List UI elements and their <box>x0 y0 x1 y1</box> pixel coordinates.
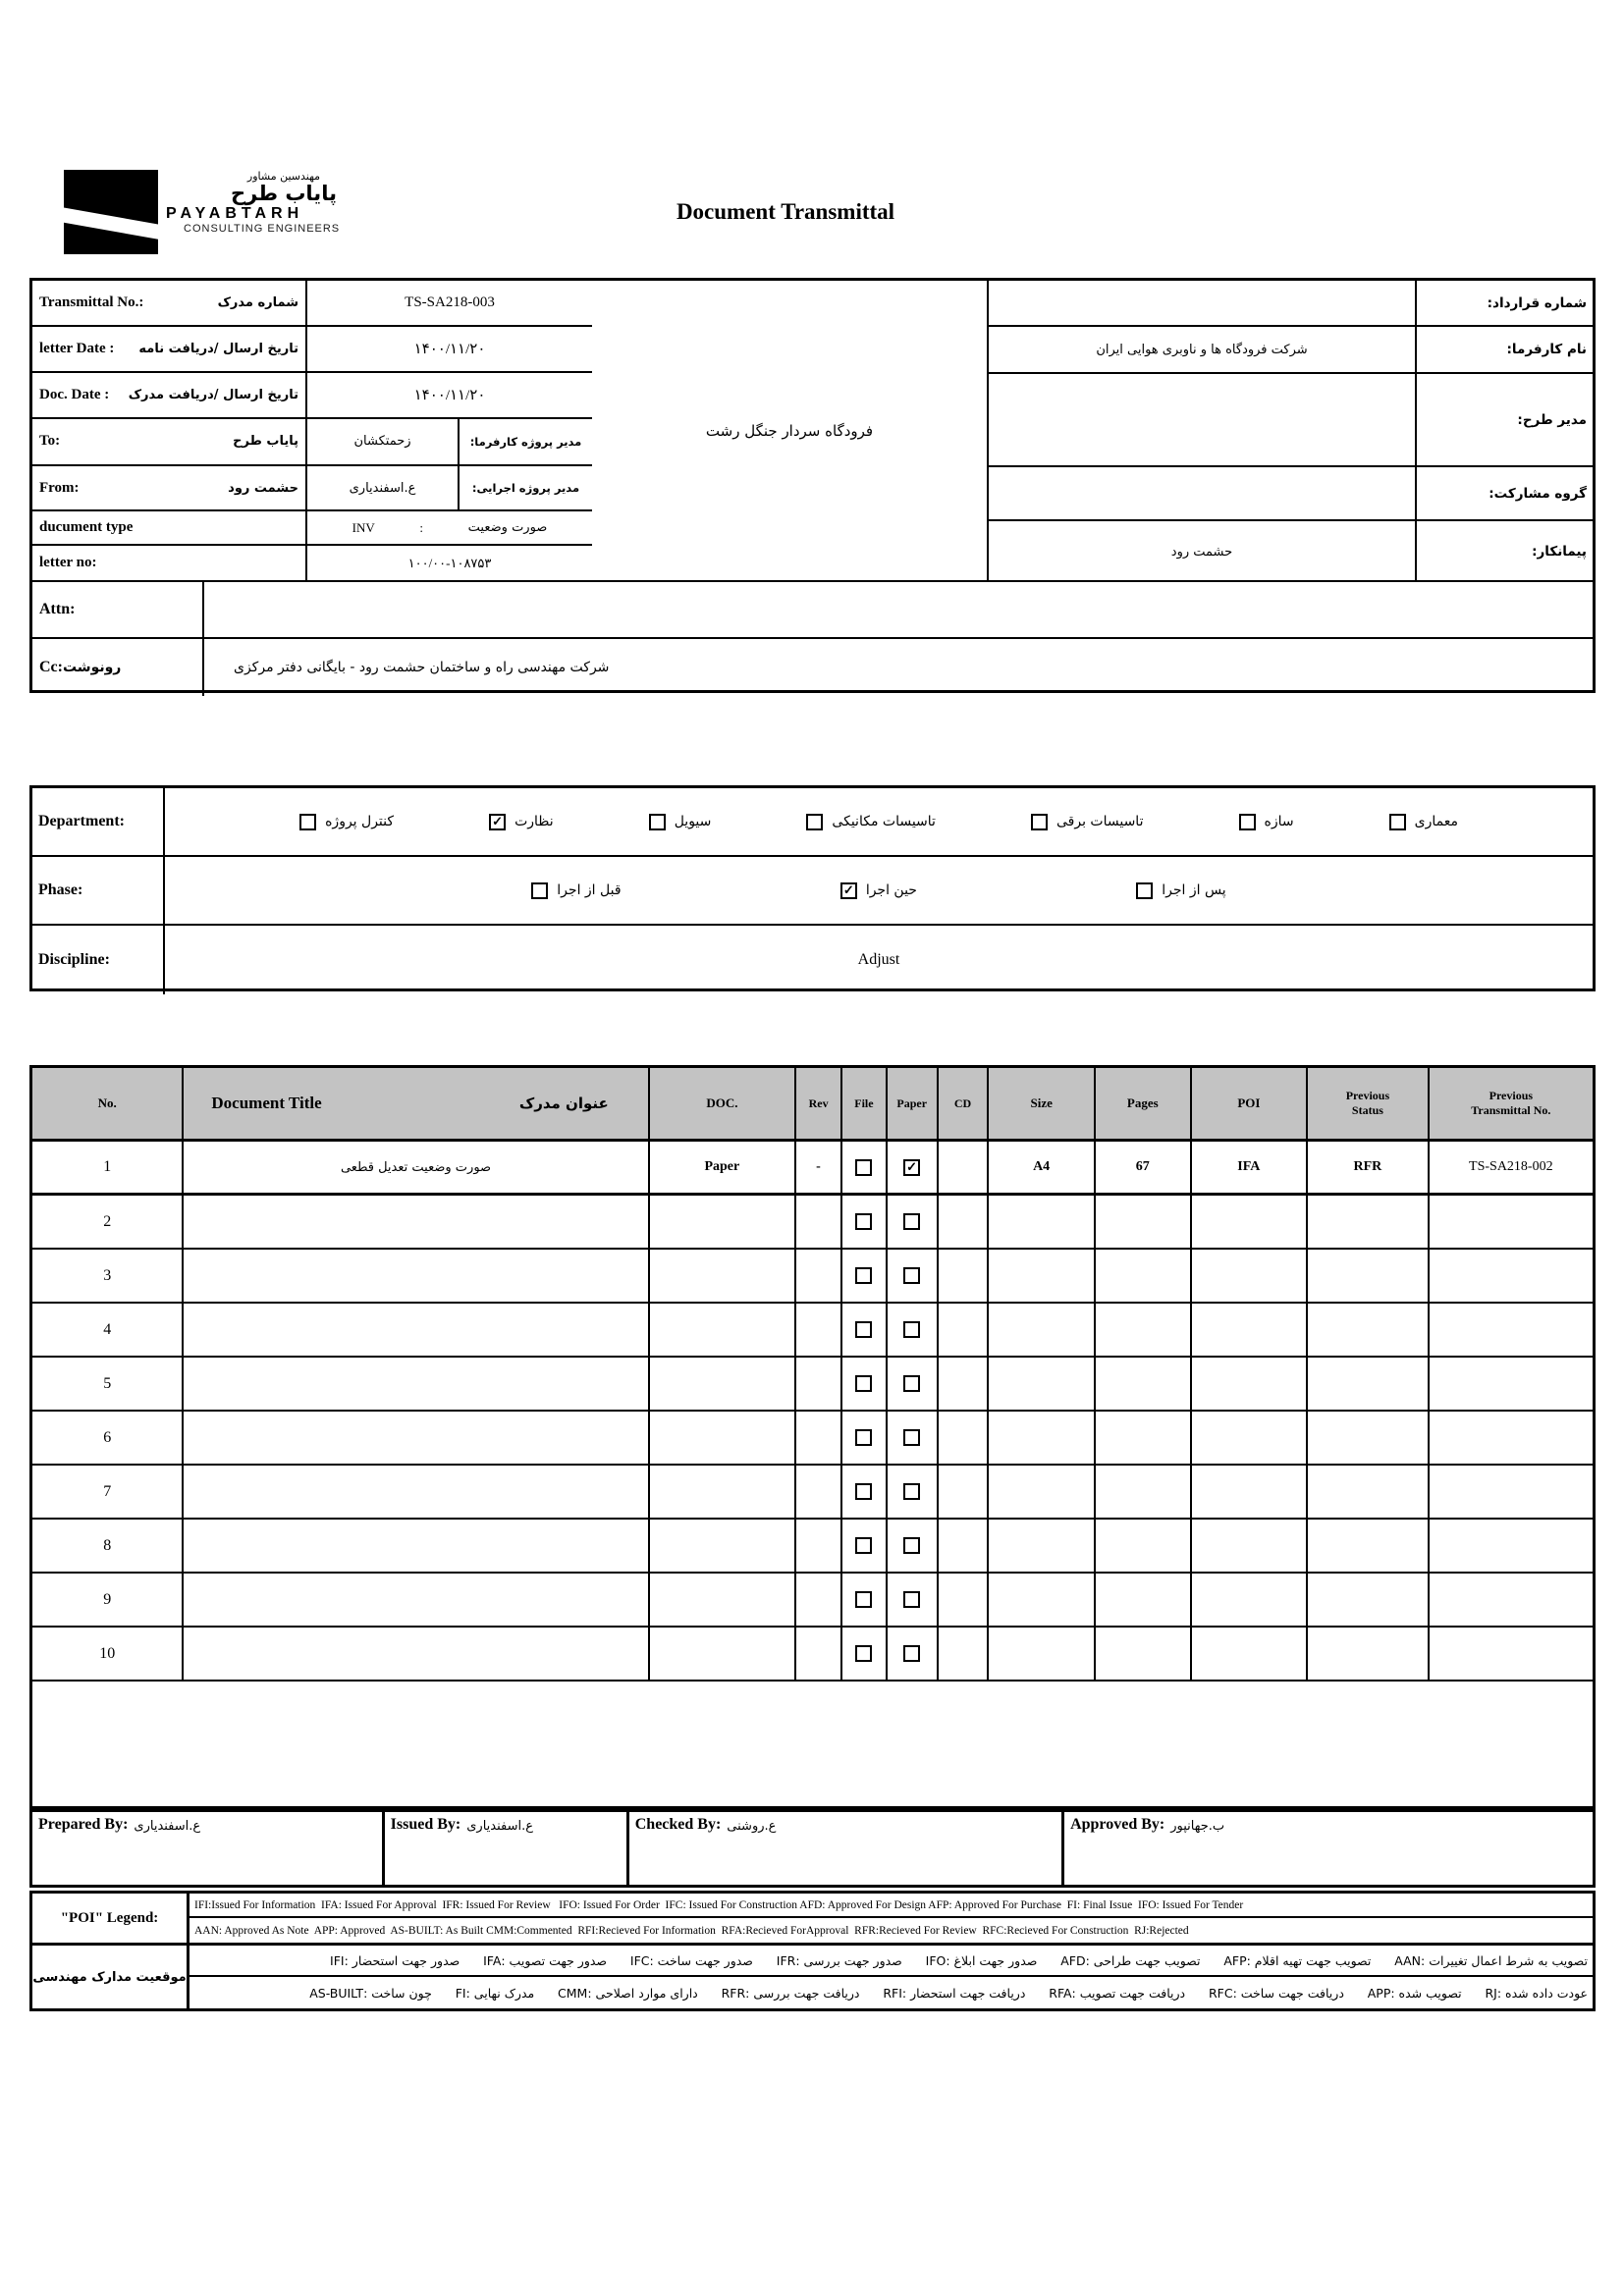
row-pages: 67 <box>1096 1142 1192 1193</box>
table-row <box>32 1628 1593 1682</box>
legend-en-line-1: IFI:Issued For Information IFA: Issued For Approval IFR: Issued For Review IFO: Issued For Order IFC: Issued For Construction AFD: Approved For Design AFP: Approved For Purchase FI: Final Issue IFO: Issued For Tender <box>189 1894 1593 1918</box>
doc-date-value: ۱۴۰۰/۱۱/۲۰ <box>413 388 486 404</box>
letter-no-row <box>32 546 592 580</box>
row-file <box>842 1628 888 1680</box>
file-checkbox[interactable] <box>855 1483 872 1500</box>
header-poi: POI <box>1192 1068 1309 1139</box>
architecture-checkbox[interactable] <box>1389 814 1406 830</box>
signature-row <box>29 1809 1596 1888</box>
row-no: 6 <box>32 1412 184 1464</box>
letter-date-label-fa: تاریخ ارسال /دریافت نامه <box>138 342 298 357</box>
contractor-value: حشمت رود <box>989 521 1417 582</box>
row-previous-transmittal <box>1430 1250 1593 1302</box>
row-pages <box>1096 1412 1192 1464</box>
row-title <box>184 1196 649 1248</box>
row-size <box>989 1628 1096 1680</box>
classification-table <box>29 785 1596 991</box>
row-doc <box>650 1304 796 1356</box>
prepared-by-cell <box>32 1812 385 1885</box>
row-pages <box>1096 1466 1192 1518</box>
approved-by-cell <box>1064 1812 1593 1885</box>
poi-legend-label: "POI" Legend: <box>32 1894 189 1943</box>
paper-checkbox[interactable] <box>903 1375 920 1392</box>
contractor-label: پیمانکار: <box>1532 544 1587 560</box>
project-control-checkbox[interactable] <box>299 814 316 830</box>
letter-no-label: letter no: <box>39 555 97 571</box>
document-type-row <box>32 511 592 546</box>
row-paper <box>888 1466 939 1518</box>
table-row <box>32 1142 1593 1196</box>
row-paper <box>888 1574 939 1626</box>
checked-by-name: ع.روشنی <box>727 1819 777 1834</box>
row-poi <box>1192 1358 1309 1410</box>
row-paper <box>888 1358 939 1410</box>
before-execution-checkbox[interactable] <box>531 882 548 899</box>
row-file <box>842 1520 888 1572</box>
row-previous-transmittal <box>1430 1304 1593 1356</box>
table-row <box>32 1520 1593 1574</box>
row-previous-transmittal <box>1430 1574 1593 1626</box>
table-row <box>32 1196 1593 1250</box>
attn-row <box>32 582 1593 639</box>
row-no: 1 <box>32 1142 184 1193</box>
row-previous-status <box>1308 1628 1430 1680</box>
row-rev <box>796 1574 842 1626</box>
file-checkbox[interactable] <box>855 1213 872 1230</box>
department-label: Department: <box>32 788 165 855</box>
row-file <box>842 1466 888 1518</box>
issued-by-name: ع.اسفندیاری <box>466 1819 533 1834</box>
discipline-value: Adjust <box>857 951 900 968</box>
row-size <box>989 1358 1096 1410</box>
row-pages <box>1096 1628 1192 1680</box>
letter-no-value: ۱۰۰/۰۰-۱۰۸۷۵۳ <box>407 555 492 570</box>
letter-date-label-en: letter Date : <box>39 341 115 357</box>
row-previous-status <box>1308 1466 1430 1518</box>
from-label: From: <box>39 479 80 496</box>
department-option-structure: سازه <box>1239 814 1294 830</box>
row-cd <box>939 1412 990 1464</box>
paper-checkbox[interactable] <box>903 1213 920 1230</box>
table-row <box>32 1304 1593 1358</box>
row-previous-transmittal <box>1430 1196 1593 1248</box>
file-checkbox[interactable] <box>855 1375 872 1392</box>
row-poi <box>1192 1466 1309 1518</box>
logo-en-name: PAYABTARH <box>166 205 304 223</box>
partnership-label: گروه مشارکت: <box>1489 485 1587 502</box>
doc-date-label-fa: تاریخ ارسال /دریافت مدرک <box>128 388 298 403</box>
row-previous-transmittal: TS-SA218-002 <box>1469 1159 1553 1174</box>
row-title <box>184 1304 649 1356</box>
checked-by-label: Checked By: <box>634 1816 722 1833</box>
transmittal-no-value: TS-SA218-003 <box>405 294 495 310</box>
header-previous-transmittal: Previous Transmittal No. <box>1471 1089 1551 1117</box>
row-poi <box>1192 1250 1309 1302</box>
row-doc <box>650 1466 796 1518</box>
row-file <box>842 1412 888 1464</box>
row-previous-transmittal <box>1430 1628 1593 1680</box>
row-no: 3 <box>32 1250 184 1302</box>
paper-checkbox[interactable] <box>903 1591 920 1608</box>
legend-english-section <box>32 1894 1593 1946</box>
discipline-label: Discipline: <box>32 926 165 994</box>
during-execution-checkbox[interactable]: ✓ <box>840 882 857 899</box>
after-execution-checkbox[interactable] <box>1136 882 1153 899</box>
design-manager-value <box>989 374 1417 465</box>
row-paper <box>888 1304 939 1356</box>
header-pages: Pages <box>1096 1068 1192 1139</box>
row-previous-status <box>1308 1196 1430 1248</box>
file-checkbox[interactable] <box>855 1537 872 1554</box>
row-pages <box>1096 1358 1192 1410</box>
row-poi <box>1192 1628 1309 1680</box>
cc-label-en: Cc: <box>39 659 63 675</box>
row-file <box>842 1250 888 1302</box>
doc-date-row <box>32 373 592 419</box>
approved-by-name: ب.جهانپور <box>1170 1819 1225 1834</box>
paper-checkbox[interactable] <box>903 1537 920 1554</box>
checked-by-cell <box>629 1812 1064 1885</box>
row-no: 8 <box>32 1520 184 1572</box>
row-previous-status <box>1308 1304 1430 1356</box>
row-rev <box>796 1412 842 1464</box>
row-file <box>842 1574 888 1626</box>
row-doc <box>650 1196 796 1248</box>
project-name: فرودگاه سردار جنگل رشت <box>592 281 989 580</box>
row-size <box>989 1250 1096 1302</box>
row-paper <box>888 1142 939 1193</box>
client-label: نام کارفرما: <box>1506 342 1587 357</box>
design-manager-row <box>989 374 1593 467</box>
transmittal-info-table <box>29 278 1596 693</box>
row-size: A4 <box>989 1142 1096 1193</box>
row-file <box>842 1142 888 1193</box>
header-no: No. <box>32 1068 184 1139</box>
row-previous-transmittal <box>1430 1466 1593 1518</box>
from-row <box>32 466 592 512</box>
row-cd <box>939 1574 990 1626</box>
table-row <box>32 1574 1593 1628</box>
legend-fa-line-1: تصویب به شرط اعمال تغییرات :AAN تصویب جهت تهیه اقلام :AFP تصویب جهت طراحی :AFD صدور جهت ابلاغ :IFO صدور جهت بررسی :IFR صدور جهت ساخت :IFC صدور جهت تصویب :IFA صدور جهت استحضار :IFI <box>189 1946 1593 1977</box>
approved-by-label: Approved By: <box>1070 1816 1165 1833</box>
row-title <box>184 1520 649 1572</box>
department-row <box>32 788 1593 857</box>
discipline-row <box>32 926 1593 994</box>
partnership-value <box>989 467 1417 519</box>
contractor-row <box>989 521 1593 582</box>
from-person: ع.اسفندیاری <box>307 466 460 510</box>
phase-option-during: حین اجرا ✓ <box>840 882 917 899</box>
row-doc: Paper <box>650 1142 796 1193</box>
row-rev: - <box>796 1142 842 1193</box>
logo-fa-name: پایاب طرح <box>231 182 337 205</box>
row-previous-status: RFR <box>1308 1142 1430 1193</box>
header-cd: CD <box>939 1068 990 1139</box>
row-title: صورت وضعیت تعدیل قطعی <box>184 1142 649 1193</box>
header-paper: Paper <box>888 1068 939 1139</box>
document-type-separator: : <box>419 519 424 535</box>
file-checkbox[interactable] <box>855 1429 872 1446</box>
legend-en-line-2: AAN: Approved As Note APP: Approved AS-BUILT: As Built CMM:Commented RFI:Recieved For Information RFA:Recieved ForApproval RFR:Recieved For Review RFC:Recieved For Construction RJ:Rejected <box>194 1924 1189 1937</box>
contract-no-value <box>989 281 1417 325</box>
contract-no-label: شماره قرارداد: <box>1487 294 1587 311</box>
row-rev <box>796 1628 842 1680</box>
client-value: شرکت فرودگاه ها و ناوبری هوایی ایران <box>989 327 1417 372</box>
row-size <box>989 1466 1096 1518</box>
row-title <box>184 1628 649 1680</box>
doc-date-label-en: Doc. Date : <box>39 387 110 403</box>
row-file <box>842 1304 888 1356</box>
mechanical-checkbox[interactable] <box>806 814 823 830</box>
row-cd <box>939 1142 990 1193</box>
attn-label: Attn: <box>32 582 204 637</box>
row-file <box>842 1358 888 1410</box>
design-manager-label: مدیر طرح: <box>1517 411 1587 428</box>
document-type-label: ducument type <box>39 519 134 536</box>
department-option-supervision: نظارت ✓ <box>489 814 554 830</box>
row-previous-transmittal <box>1430 1412 1593 1464</box>
document-list-table <box>29 1065 1596 1809</box>
transmittal-no-label-fa: شماره مدرک <box>217 294 298 310</box>
document-type-code: INV <box>352 519 375 535</box>
partnership-row <box>989 467 1593 521</box>
row-title <box>184 1412 649 1464</box>
row-pages <box>1096 1304 1192 1356</box>
paper-checkbox[interactable] <box>903 1483 920 1500</box>
structure-checkbox[interactable] <box>1239 814 1256 830</box>
row-paper <box>888 1412 939 1464</box>
header-doc: DOC. <box>650 1068 796 1139</box>
row-size <box>989 1520 1096 1572</box>
file-checkbox[interactable] <box>855 1645 872 1662</box>
table-row <box>32 1466 1593 1520</box>
table-row <box>32 1412 1593 1466</box>
department-option-architecture: معماری <box>1389 814 1458 830</box>
cc-value: شرکت مهندسی راه و ساختمان حشمت رود - بایگانی دفتر مرکزی <box>234 660 610 675</box>
paper-checkbox[interactable] <box>903 1429 920 1446</box>
supervision-checkbox[interactable]: ✓ <box>489 814 506 830</box>
logo-fa-tagline: مهندسین مشاور <box>246 170 321 183</box>
from-company: حشمت رود <box>228 480 298 496</box>
poi-legend <box>29 1891 1596 2011</box>
row-rev <box>796 1466 842 1518</box>
row-no: 5 <box>32 1358 184 1410</box>
row-title <box>184 1358 649 1410</box>
header-file: File <box>842 1068 888 1139</box>
row-poi: IFA <box>1192 1142 1309 1193</box>
letter-date-value: ۱۴۰۰/۱۱/۲۰ <box>413 342 486 358</box>
row-previous-transmittal <box>1430 1358 1593 1410</box>
header-size: Size <box>989 1068 1096 1139</box>
row-previous-status <box>1308 1250 1430 1302</box>
row-poi <box>1192 1196 1309 1248</box>
row-rev <box>796 1520 842 1572</box>
letter-date-row <box>32 327 592 374</box>
row-doc <box>650 1574 796 1626</box>
row-previous-status <box>1308 1520 1430 1572</box>
row-doc <box>650 1628 796 1680</box>
row-doc <box>650 1520 796 1572</box>
row-size <box>989 1304 1096 1356</box>
cc-label-fa: رونوشت <box>62 660 122 675</box>
prepared-by-label: Prepared By: <box>38 1816 129 1833</box>
table-row <box>32 1250 1593 1304</box>
row-pages <box>1096 1520 1192 1572</box>
row-no: 7 <box>32 1466 184 1518</box>
header-document-title: Document Title عنوان مدرک <box>184 1068 649 1139</box>
row-size <box>989 1574 1096 1626</box>
from-role-label: مدیر پروژه اجرایی: <box>471 481 580 496</box>
to-company: پایاب طرح <box>233 434 298 450</box>
to-person: زحمتکشان <box>307 419 460 464</box>
phase-label: Phase: <box>32 857 165 924</box>
row-doc <box>650 1412 796 1464</box>
row-rev <box>796 1250 842 1302</box>
transmittal-no-row <box>32 281 592 327</box>
row-no: 2 <box>32 1196 184 1248</box>
row-pages <box>1096 1250 1192 1302</box>
phase-option-after: پس از اجرا <box>1136 882 1225 899</box>
row-poi <box>1192 1520 1309 1572</box>
row-no: 9 <box>32 1574 184 1626</box>
civil-checkbox[interactable] <box>649 814 666 830</box>
legend-persian-section <box>32 1946 1593 2008</box>
row-paper <box>888 1196 939 1248</box>
header-previous-status: Previous Status <box>1308 1068 1430 1139</box>
file-checkbox[interactable] <box>855 1321 872 1338</box>
table-header-row <box>32 1068 1593 1142</box>
row-pages <box>1096 1196 1192 1248</box>
row-previous-status <box>1308 1358 1430 1410</box>
row-doc <box>650 1358 796 1410</box>
row-rev <box>796 1358 842 1410</box>
phase-row <box>32 857 1593 926</box>
row-paper <box>888 1628 939 1680</box>
paper-checkbox[interactable] <box>903 1321 920 1338</box>
legend-fa-line-2: عودت داده شده :RJ تصویب شده :APP دریافت جهت ساخت :RFC دریافت جهت تصویب :RFA دریافت جهت استحضار :RFI دریافت جهت بررسی :RFR دارای موارد اصلاحی :CMM مدرک نهایی :FI چون ساخت :AS-BUILT <box>309 1985 1588 2001</box>
paper-checkbox[interactable] <box>903 1267 920 1284</box>
row-paper <box>888 1250 939 1302</box>
file-checkbox[interactable] <box>855 1591 872 1608</box>
row-pages <box>1096 1574 1192 1626</box>
row-previous-transmittal <box>1430 1520 1593 1572</box>
paper-checkbox[interactable]: ✓ <box>903 1159 920 1176</box>
row-file <box>842 1196 888 1248</box>
row-cd <box>939 1466 990 1518</box>
table-row <box>32 1358 1593 1412</box>
to-label: To: <box>39 433 61 450</box>
document-type-fa: صورت وضعیت <box>467 520 548 536</box>
prepared-by-name: ع.اسفندیاری <box>134 1819 201 1834</box>
department-option-electrical: تاسیسات برقی <box>1031 814 1143 830</box>
department-option-mechanical: تاسیسات مکانیکی <box>806 814 936 830</box>
to-role-label: مدیر پروژه کارفرما: <box>469 434 582 449</box>
attn-value <box>204 582 1593 637</box>
row-size <box>989 1412 1096 1464</box>
file-checkbox[interactable] <box>855 1159 872 1176</box>
department-option-project-control: کنترل پروژه <box>299 814 394 830</box>
row-poi <box>1192 1304 1309 1356</box>
contract-no-row <box>989 281 1593 327</box>
department-option-civil: سیویل <box>649 814 712 830</box>
electrical-checkbox[interactable] <box>1031 814 1048 830</box>
client-row <box>989 327 1593 374</box>
row-poi <box>1192 1574 1309 1626</box>
row-cd <box>939 1358 990 1410</box>
issued-by-label: Issued By: <box>390 1816 461 1833</box>
row-title <box>184 1466 649 1518</box>
row-no: 10 <box>32 1628 184 1680</box>
logo-en-subtitle: CONSULTING ENGINEERS <box>184 223 341 236</box>
row-size <box>989 1196 1096 1248</box>
row-doc <box>650 1250 796 1302</box>
row-previous-status <box>1308 1412 1430 1464</box>
cc-row <box>32 639 1593 696</box>
header-rev: Rev <box>796 1068 842 1139</box>
issued-by-cell <box>385 1812 629 1885</box>
table-empty-area <box>32 1682 1593 1809</box>
page-title: Document Transmittal <box>676 199 895 224</box>
row-cd <box>939 1304 990 1356</box>
phase-option-before: قبل از اجرا <box>531 882 621 899</box>
row-title <box>184 1250 649 1302</box>
row-previous-status <box>1308 1574 1430 1626</box>
row-cd <box>939 1628 990 1680</box>
file-checkbox[interactable] <box>855 1267 872 1284</box>
row-cd <box>939 1520 990 1572</box>
transmittal-no-label-en: Transmittal No.: <box>39 294 144 310</box>
poi-legend-fa-label: موقعیت مدارک مهندسی <box>32 1946 189 2008</box>
row-poi <box>1192 1412 1309 1464</box>
row-cd <box>939 1250 990 1302</box>
row-title <box>184 1574 649 1626</box>
row-paper <box>888 1520 939 1572</box>
row-cd <box>939 1196 990 1248</box>
row-rev <box>796 1304 842 1356</box>
row-rev <box>796 1196 842 1248</box>
to-row <box>32 419 592 466</box>
row-no: 4 <box>32 1304 184 1356</box>
paper-checkbox[interactable] <box>903 1645 920 1662</box>
